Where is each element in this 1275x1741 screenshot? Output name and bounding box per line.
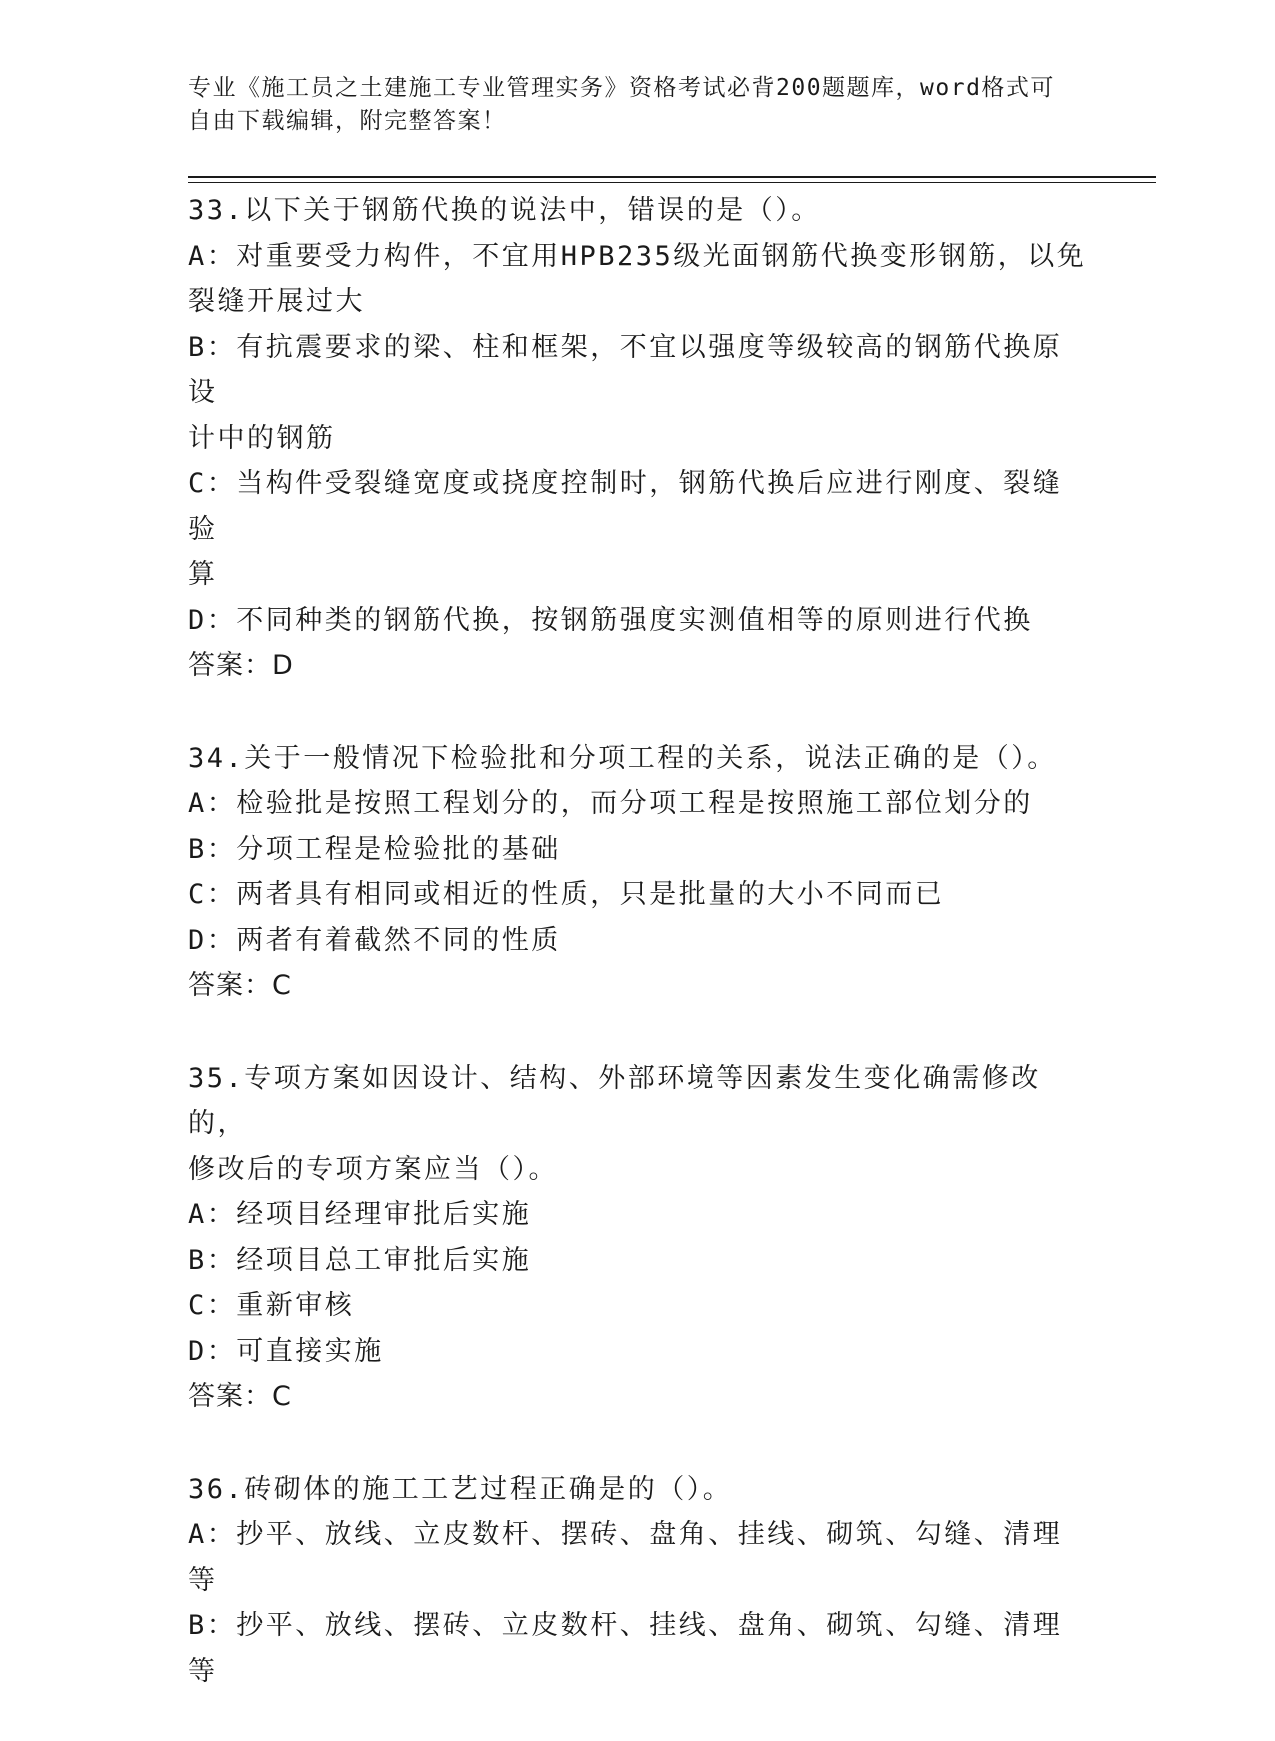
question-block xyxy=(188,1467,1088,1695)
option-line: 计中的钢筋 xyxy=(188,422,336,454)
option-line: D：不同种类的钢筋代换，按钢筋强度实测值相等的原则进行代换 xyxy=(188,604,1033,636)
option-line: B：经项目总工审批后实施 xyxy=(188,1244,532,1276)
header-line-2: 自由下载编辑，附完整答案！ xyxy=(188,108,507,134)
option-line: C：当构件受裂缝宽度或挠度控制时，钢筋代换后应进行刚度、裂缝验 xyxy=(188,468,1063,545)
option-line: B：有抗震要求的梁、柱和框架，不宜以强度等级较高的钢筋代换原设 xyxy=(188,331,1063,408)
question-list xyxy=(188,188,1088,1741)
question-block xyxy=(188,1056,1088,1420)
question-stem-line: 修改后的专项方案应当（）。 xyxy=(188,1153,558,1185)
header-divider-thin xyxy=(188,182,1156,183)
option-line: D：两者有着截然不同的性质 xyxy=(188,924,561,956)
document-header xyxy=(188,72,1068,138)
question-block xyxy=(188,736,1088,1009)
answer-line: 答案：D xyxy=(188,650,294,681)
option-line: A：抄平、放线、立皮数杆、摆砖、盘角、挂线、砌筑、勾缝、清理等 xyxy=(188,1519,1063,1596)
option-line: A：检验批是按照工程划分的，而分项工程是按照施工部位划分的 xyxy=(188,788,1033,819)
question-stem-line: 35.专项方案如因设计、结构、外部环境等因素发生变化确需修改的， xyxy=(188,1062,1041,1139)
question-stem-line: 36.砖砌体的施工工艺过程正确是的（）。 xyxy=(188,1473,733,1505)
question-block xyxy=(188,188,1088,689)
option-line: C：重新审核 xyxy=(188,1290,355,1321)
question-stem-line: 33.以下关于钢筋代换的说法中，错误的是（）。 xyxy=(188,195,821,226)
answer-line: 答案：C xyxy=(188,1381,292,1412)
option-line: B：抄平、放线、摆砖、立皮数杆、挂线、盘角、砌筑、勾缝、清理等 xyxy=(188,1610,1063,1687)
option-line: 算 xyxy=(188,559,218,590)
option-line: 裂缝开展过大 xyxy=(188,286,365,317)
option-line: B：分项工程是检验批的基础 xyxy=(188,833,561,865)
question-stem-line: 34.关于一般情况下检验批和分项工程的关系，说法正确的是（）。 xyxy=(188,742,1057,774)
option-line: A：经项目经理审批后实施 xyxy=(188,1199,532,1230)
header-line-1: 专业《施工员之土建施工专业管理实务》资格考试必背200题题库，word格式可 xyxy=(188,75,1055,101)
header-divider-thick xyxy=(188,176,1156,178)
answer-line: 答案：C xyxy=(188,970,292,1001)
option-line: A：对重要受力构件，不宜用HPB235级光面钢筋代换变形钢筋，以免 xyxy=(188,240,1087,272)
option-line: D：可直接实施 xyxy=(188,1335,384,1367)
option-line: C：两者具有相同或相近的性质，只是批量的大小不同而已 xyxy=(188,879,945,910)
